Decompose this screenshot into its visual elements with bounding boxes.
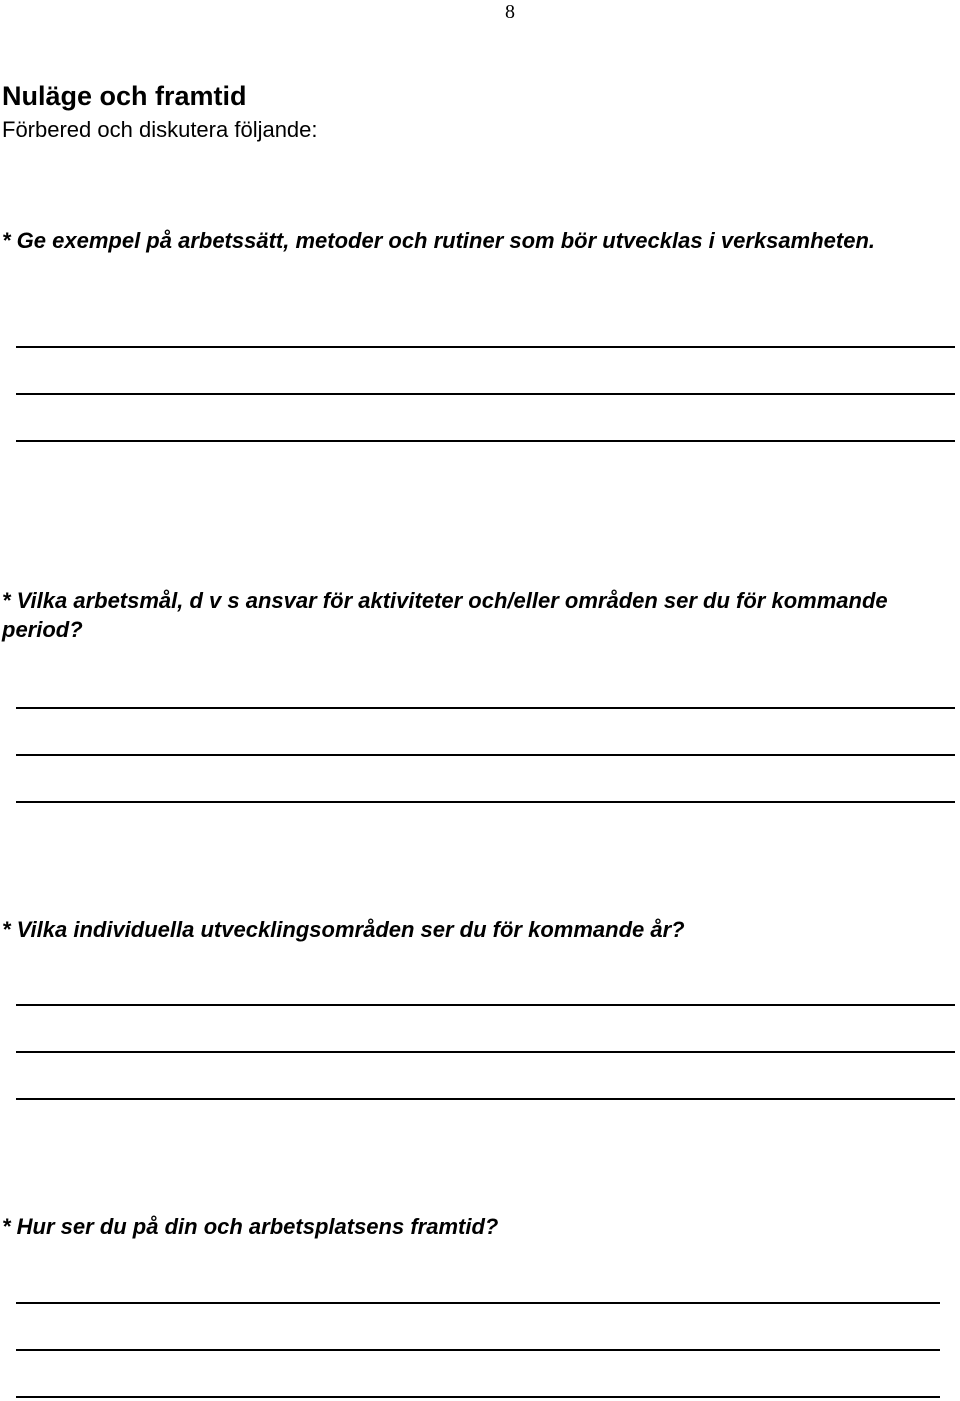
question-2: * Vilka arbetsmål, d v s ansvar för aktiviteter och/eller områden ser du för kommande period? — [2, 588, 888, 642]
answer-line[interactable] — [16, 1396, 940, 1398]
answer-line[interactable] — [16, 1098, 955, 1100]
answer-line[interactable] — [16, 1051, 955, 1053]
answer-line[interactable] — [16, 1349, 940, 1351]
question-1: * Ge exempel på arbetssätt, metoder och rutiner som bör utvecklas i verksamheten. — [2, 228, 875, 253]
answer-line[interactable] — [16, 1302, 940, 1304]
answer-line[interactable] — [16, 346, 955, 348]
answer-line[interactable] — [16, 754, 955, 756]
question-4: * Hur ser du på din och arbetsplatsens framtid? — [2, 1214, 499, 1239]
answer-line[interactable] — [16, 1004, 955, 1006]
question-3: * Vilka individuella utvecklingsområden ser du för kommande år? — [2, 917, 685, 942]
answer-line[interactable] — [16, 801, 955, 803]
answer-line[interactable] — [16, 440, 955, 442]
section-heading: Nuläge och framtid — [2, 81, 247, 111]
answer-line[interactable] — [16, 707, 955, 709]
page-number: 8 — [505, 1, 515, 23]
answer-line[interactable] — [16, 393, 955, 395]
section-subheading: Förbered och diskutera följande: — [2, 117, 318, 142]
